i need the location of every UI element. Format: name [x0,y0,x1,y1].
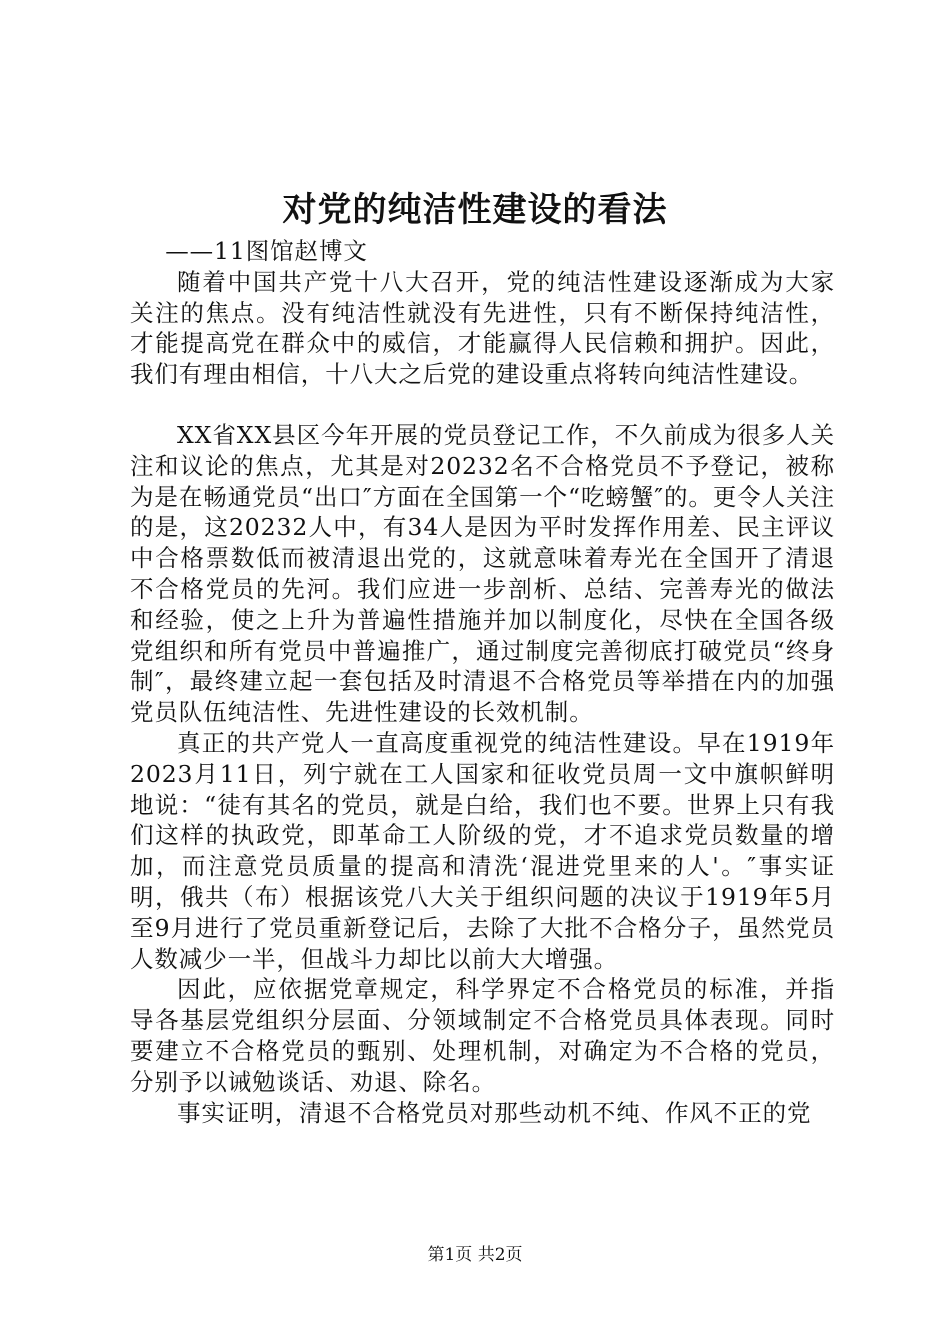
document-title: 对党的纯洁性建设的看法 [282,190,668,230]
document-body [130,236,835,1128]
paragraph: XX省XX县区今年开展的党员登记工作，不久前成为很多人关注和议论的焦点，尤其是对20232名不合格党员不予登记，被称为是在畅通党员“出口″方面在全国第一个“吃螃蟹″的。更令人关注的是，这20232人中，有34人是因为平时发挥作用差、民主评议中合格票数低而被清退出党的，这就意味着寿光在全国开了清退不合格党员的先河。我们应进一步剖析、总结、完善寿光的做法和经验，使之上升为普遍性措施并加以制度化，尽快在全国各级党组织和所有党员中普遍推广，通过制度完善彻底打破党员“终身制″，最终建立起一套包括及时清退不合格党员等举措在内的加强党员队伍纯洁性、先进性建设的长效机制。 [130,420,835,727]
document-subtitle: ——11图馆赵博文 [165,237,368,265]
paragraph: 随着中国共产党十八大召开，党的纯洁性建设逐渐成为大家关注的焦点。没有纯洁性就没有先进性，只有不断保持纯洁性，才能提高党在群众中的威信，才能赢得人民信赖和拥护。因此，我们有理由相信，十八大之后党的建设重点将转向纯洁性建设。 [130,267,835,389]
paragraph: 因此，应依据党章规定，科学界定不合格党员的标准，并指导各基层党组织分层面、分领域制定不合格党员具体表现。同时要建立不合格党员的甄别、处理机制，对确定为不合格的党员，分别予以诫勉谈话、劝退、除名。 [130,975,835,1096]
paragraph: 事实证明，清退不合格党员对那些动机不纯、作风不正的党 [177,1098,812,1127]
paragraph: 真正的共产党人一直高度重视党的纯洁性建设。早在1919年2023月11日，列宁就在工人国家和征收党员周一文中旗帜鲜明地说：“徒有其名的党员，就是白给，我们也不要。世界上只有我们这样的执政党，即革命工人阶级的党，才不追求党员数量的增加，而注意党员质量的提高和清洗‘混进党里来的人'。″事实证明，俄共（布）根据该党八大关于组织问题的决议于1919年5月至9月进行了党员重新登记后，去除了大批不合格分子，虽然党员人数减少一半，但战斗力却比以前大大增强。 [130,728,835,973]
page-footer: 第1页 共2页 [427,1245,523,1265]
